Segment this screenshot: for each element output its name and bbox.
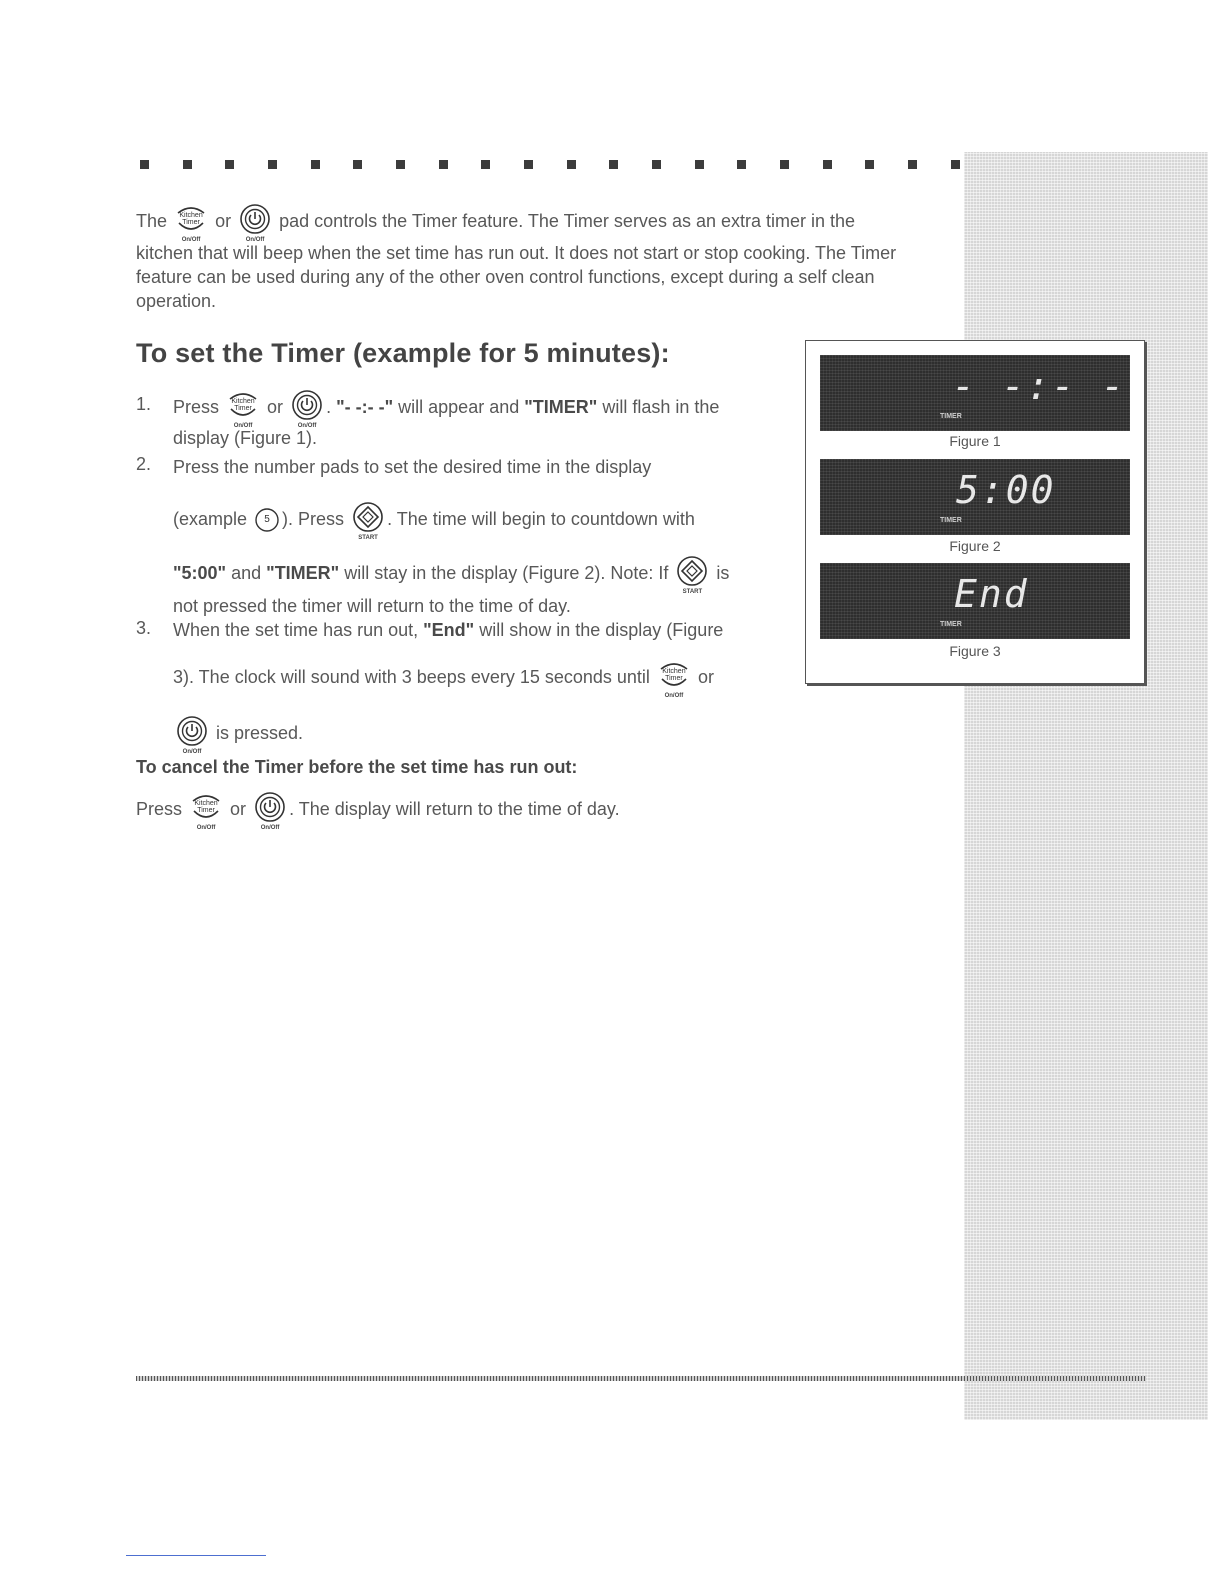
- section-title: To set the Timer (example for 5 minutes):: [136, 338, 670, 368]
- kitchen-timer-label-2: Timer: [197, 807, 215, 815]
- display-timer-label: TIMER: [940, 413, 962, 420]
- display-readout: 5:00: [956, 468, 1056, 512]
- power-sub: On/Off: [182, 749, 202, 756]
- step-2: [136, 454, 786, 618]
- step-2-press: ). Press: [282, 509, 345, 529]
- kitchen-timer-sub: On/Off: [664, 693, 684, 700]
- bottom-rule: [136, 1376, 1146, 1381]
- step-number: 2.: [136, 454, 152, 474]
- step-1-quote-timer: "TIMER": [524, 397, 598, 417]
- step-3-line-2: 3). The clock will sound with 3 beeps every 15 seconds until: [173, 667, 650, 687]
- cancel-press: Press: [136, 799, 183, 819]
- kitchen-timer-icon: [226, 389, 260, 430]
- step-2-is: is: [716, 563, 730, 583]
- display-timer-label: TIMER: [940, 517, 962, 524]
- step-1-post-2: will flash in the: [597, 397, 720, 417]
- step-1-pre: Press: [173, 397, 220, 417]
- kitchen-timer-sub: On/Off: [196, 825, 216, 832]
- kitchen-timer-label-2: Timer: [182, 219, 200, 227]
- kitchen-timer-icon: [657, 659, 691, 700]
- kitchen-timer-icon: [174, 203, 208, 244]
- step-3: [136, 618, 786, 758]
- step-2-stay: will stay in the display (Figure 2). Note: If: [339, 563, 669, 583]
- start-sub: START: [358, 535, 378, 542]
- kitchen-timer-label: Kitchen: [662, 668, 686, 676]
- step-1-post: will appear and: [393, 397, 525, 417]
- kitchen-timer-sub: On/Off: [233, 423, 253, 430]
- kitchen-timer-label: Kitchen: [194, 800, 218, 808]
- cancel-paragraph: [136, 786, 620, 832]
- intro-paragraph: [136, 203, 936, 313]
- intro-line-1: pad controls the Timer feature. The Timer serves as an extra timer in the: [279, 211, 856, 231]
- step-3-pressed: is pressed.: [216, 723, 304, 743]
- start-diamond-icon: [675, 555, 709, 596]
- power-sub: On/Off: [245, 237, 265, 244]
- power-icon: [253, 791, 287, 832]
- cancel-heading: To cancel the Timer before the set time has run out:: [136, 757, 578, 777]
- step-number: 1.: [136, 394, 152, 414]
- step-1-or: or: [267, 397, 284, 417]
- power-icon: [238, 203, 272, 244]
- step-3-line-1b: will show in the display (Figure: [474, 620, 724, 640]
- step-list: [136, 384, 786, 758]
- kitchen-timer-label: Kitchen: [231, 398, 255, 406]
- step-number: 3.: [136, 618, 152, 638]
- step-2-quote-timer: "TIMER": [266, 563, 340, 583]
- intro-word-or: or: [215, 211, 232, 231]
- step-3-quote-end: "End": [423, 620, 475, 640]
- step-3-or: or: [697, 667, 714, 687]
- kitchen-timer-label: Kitchen: [179, 212, 203, 220]
- display-figure-3: [820, 563, 1130, 639]
- step-2-countdown: . The time will begin to countdown with: [387, 509, 695, 529]
- cancel-post: . The display will return to the time of day.: [289, 799, 620, 819]
- step-2-line-1: Press the number pads to set the desired time in the display: [173, 457, 652, 477]
- power-icon: [290, 389, 324, 430]
- figure-caption: Figure 3: [949, 643, 1001, 659]
- display-readout: End: [954, 572, 1029, 616]
- power-sub: On/Off: [260, 825, 280, 832]
- figure-panel: [805, 340, 1145, 684]
- intro-word-the: The: [136, 211, 168, 231]
- power-sub: On/Off: [297, 423, 317, 430]
- display-timer-label: TIMER: [940, 621, 962, 628]
- display-readout: - -:- -: [952, 364, 1127, 408]
- dotted-header-rule: [140, 158, 960, 170]
- start-diamond-icon: [351, 501, 385, 542]
- kitchen-timer-label-2: Timer: [665, 675, 683, 683]
- step-3-line-1: When the set time has run out,: [173, 620, 424, 640]
- step-2-line-4: not pressed the timer will return to the time of day.: [173, 596, 571, 616]
- cancel-or: or: [230, 799, 247, 819]
- kitchen-timer-icon: [189, 791, 223, 832]
- number-five-icon: [254, 507, 280, 533]
- step-1-line-2: display (Figure 1).: [173, 428, 318, 448]
- kitchen-timer-label-2: Timer: [234, 405, 252, 413]
- start-sub: START: [682, 589, 703, 596]
- display-figure-2: [820, 459, 1130, 535]
- intro-rest: kitchen that will beep when the set time has run out. It does not start or stop cooking. The Timer feature can be used during any of the other oven control functions, except during a self clean operation.: [136, 243, 897, 312]
- figure-caption: Figure 2: [949, 538, 1001, 554]
- step-1-quote-dashes: "- -:- -": [336, 397, 394, 417]
- step-1: 1. Press Kitchen Timer On/Off or On/Off . "- -:- -" will appear and "TIMER" will flash in the display (Figure 1).: [136, 384, 786, 450]
- number-five-label: 5: [264, 514, 270, 526]
- figure-caption: Figure 1: [949, 433, 1001, 449]
- display-figure-1: [820, 355, 1130, 431]
- kitchen-timer-sub: On/Off: [181, 237, 201, 244]
- step-2-example: (example: [173, 509, 248, 529]
- step-2-and: and: [226, 563, 267, 583]
- step-2-quote-500: "5:00": [173, 563, 227, 583]
- power-icon: [175, 715, 209, 756]
- corner-underline: [126, 1555, 266, 1556]
